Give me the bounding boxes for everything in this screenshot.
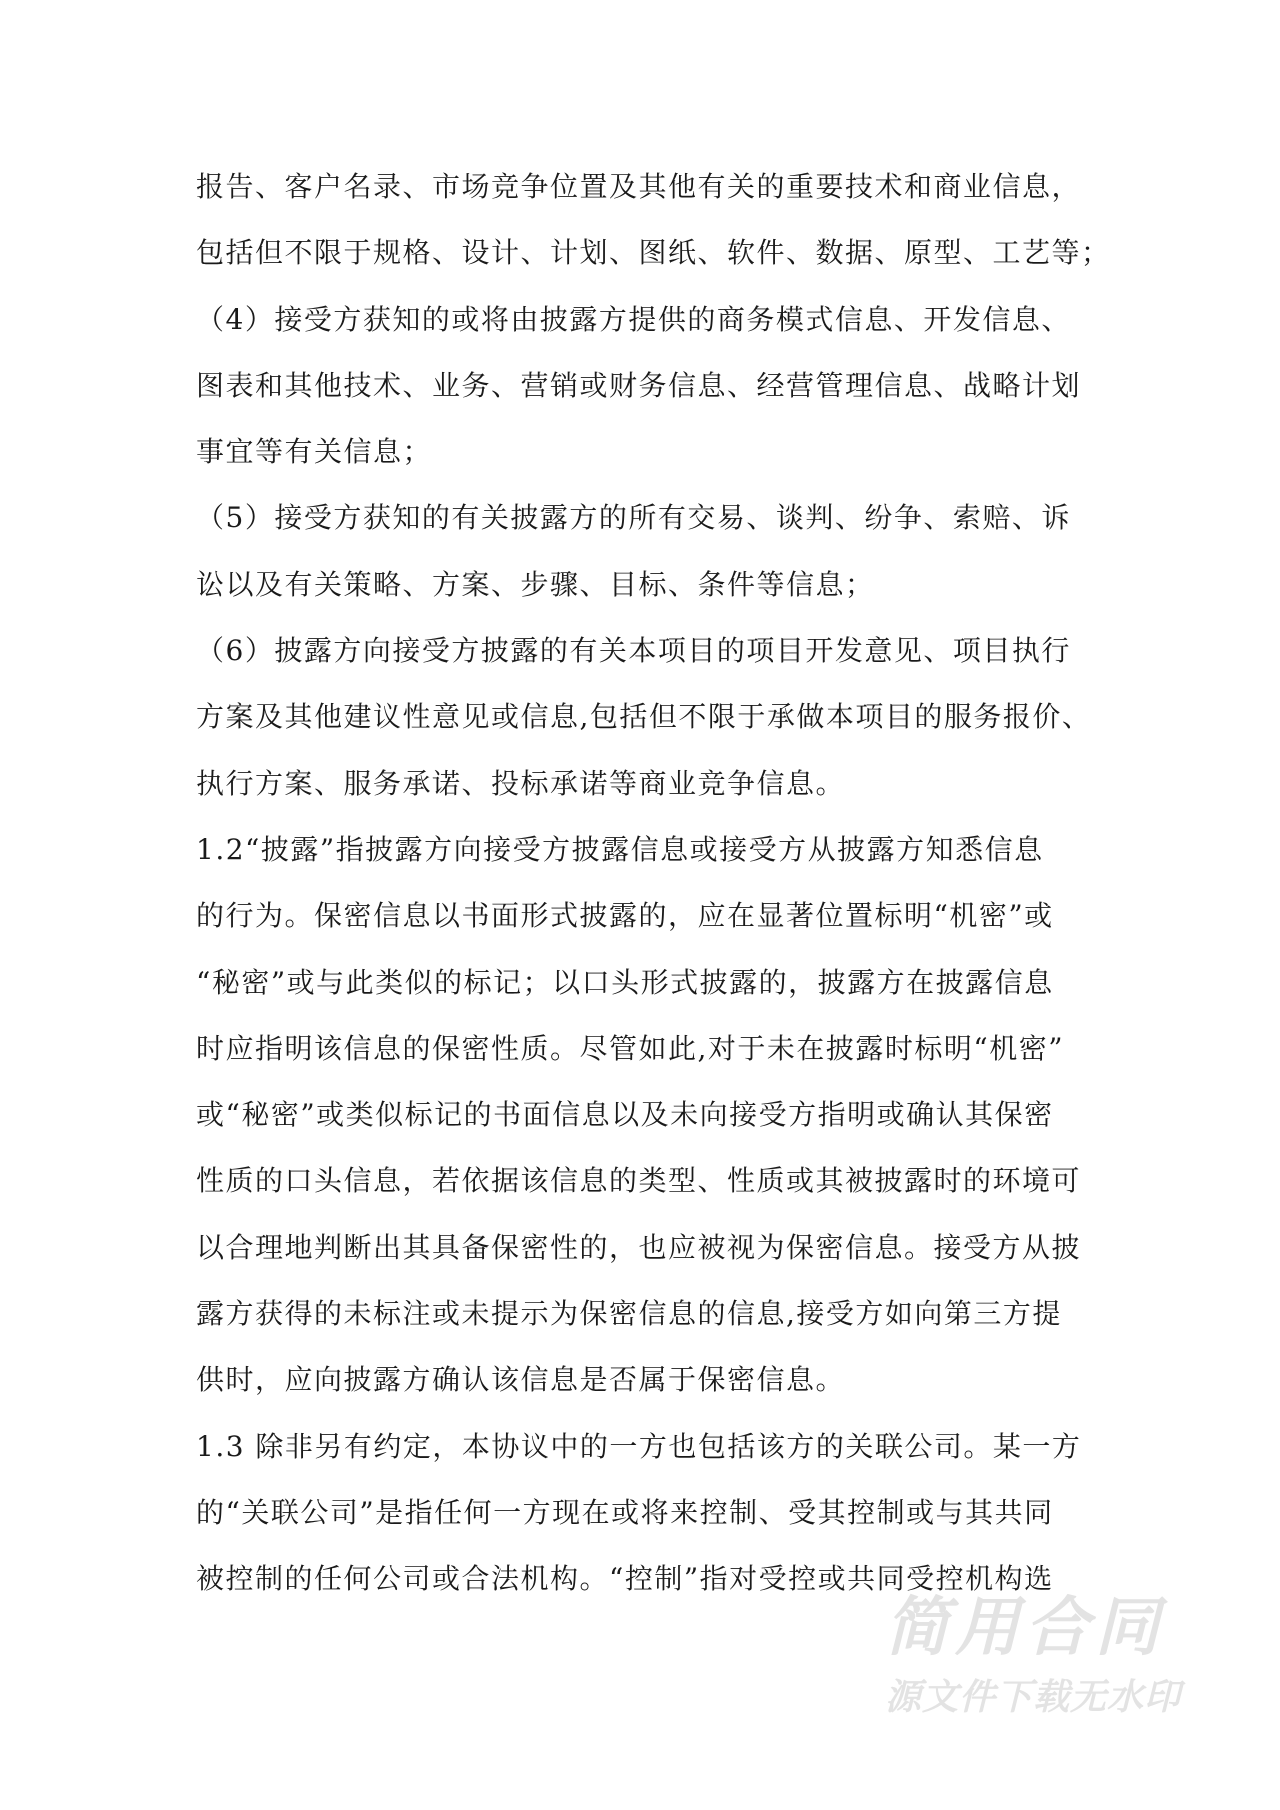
text-line: 讼以及有关策略、方案、步骤、目标、条件等信息； bbox=[196, 567, 875, 601]
text-line: 露方获得的未标注或未提示为保密信息的信息,接受方如向第三方提 bbox=[196, 1297, 1062, 1331]
text-line: 性质的口头信息，若依据该信息的类型、性质或其被披露时的环境可 bbox=[196, 1164, 1082, 1198]
text-line: 图表和其他技术、业务、营销或财务信息、经营管理信息、战略计划 bbox=[196, 368, 1082, 402]
section-1-2-line: 1.2“披露”指披露方向接受方披露信息或接受方从披露方知悉信息 bbox=[196, 832, 1044, 866]
text-line: 包括但不限于规格、设计、计划、图纸、软件、数据、原型、工艺等； bbox=[196, 236, 1111, 270]
text-line: 时应指明该信息的保密性质。尽管如此,对于未在披露时标明“机密” bbox=[196, 1031, 1065, 1065]
clause-6-line: （6）披露方向接受方披露的有关本项目的项目开发意见、项目执行 bbox=[196, 634, 1071, 668]
watermark-title: 简用合同 bbox=[885, 1591, 1165, 1665]
clause-4-line: （4）接受方获知的或将由披露方提供的商务模式信息、开发信息、 bbox=[196, 302, 1071, 336]
clause-5-line: （5）接受方获知的有关披露方的所有交易、谈判、纷争、索赔、诉 bbox=[196, 501, 1071, 535]
watermark-subtitle: 源文件下载无水印 bbox=[885, 1677, 1182, 1718]
text-line: 供时，应向披露方确认该信息是否属于保密信息。 bbox=[196, 1363, 846, 1397]
text-line: 方案及其他建议性意见或信息,包括但不限于承做本项目的服务报价、 bbox=[196, 700, 1092, 734]
text-line: 以合理地判断出其具备保密性的，也应被视为保密信息。接受方从披 bbox=[196, 1230, 1082, 1264]
text-line: “秘密”或与此类似的标记；以口头形式披露的，披露方在披露信息 bbox=[196, 965, 1054, 999]
text-line: 的行为。保密信息以书面形式披露的，应在显著位置标明“机密”或 bbox=[196, 899, 1054, 933]
document-body bbox=[196, 154, 1111, 1613]
section-1-3-line: 1.3 除非另有约定，本协议中的一方也包括该方的关联公司。某一方 bbox=[196, 1429, 1082, 1463]
text-line: 或“秘密”或类似标记的书面信息以及未向接受方指明或确认其保密 bbox=[196, 1098, 1054, 1132]
watermark bbox=[885, 1591, 1195, 1718]
text-line: 事宜等有关信息； bbox=[196, 435, 433, 469]
text-line: 报告、客户名录、市场竞争位置及其他有关的重要技术和商业信息， bbox=[196, 170, 1082, 203]
text-line: 被控制的任何公司或合法机构。“控制”指对受控或共同受控机构选 bbox=[196, 1562, 1054, 1596]
text-line: 执行方案、服务承诺、投标承诺等商业竞争信息。 bbox=[196, 766, 846, 800]
text-line: 的“关联公司”是指任何一方现在或将来控制、受其控制或与其共同 bbox=[196, 1495, 1054, 1529]
